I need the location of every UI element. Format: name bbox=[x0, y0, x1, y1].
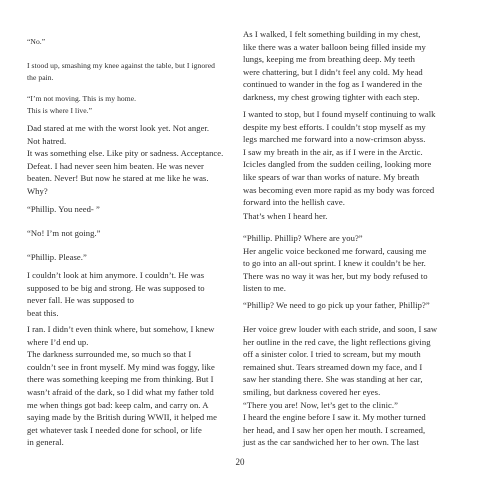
paragraph: I wanted to stop, but I found myself continuing to walk despite my best efforts. I couldn’t stop myself as my legs marched me forward into a now-crimson abyss. I saw my breath in the air, as if I were in the Arctic. Icicles dangled from the sudden ceiling, looking more like spears of war than works of nature. My breath was becoming even more rapid as my body was forced forward into the hellish cave. bbox=[243, 109, 436, 208]
paragraph: “I’m not moving. This is my home. This is where I live.” bbox=[27, 94, 137, 116]
paragraph: “Phillip. You need- ” bbox=[27, 204, 100, 214]
paragraph: Her voice grew louder with each stride, and soon, I saw her outline in the red cave, the light reflections giving off a sinister color. I tried to scream, but my mouth remained shut. Tears streamed down my face, and I saw her standing there. She was standing at her car, smiling, but darkness covered her eyes. “There you are! Now, let’s get to the clinic.” I heard the engine before I saw it. My mother turned her head, and I saw her open her mouth. I screamed, just as the car sandwiched her to her own. The last bbox=[243, 324, 438, 448]
paragraph: “Phillip. Please.” bbox=[27, 252, 87, 262]
paragraph: “Phillip? We need to go pick up your father, Phillip?” bbox=[243, 300, 430, 310]
paragraph: I ran. I didn’t even think where, but somehow, I knew where I’d end up. The darkness surrounded me, so much so that I couldn’t see in front myself. My mind was foggy, like there was something keeping me from thinking. But I wasn’t afraid of the dark, so I did what my father told me when things got bad: keep calm, and carry on. A saying made by the British during WWII, it helped me get whatever task I needed done for school, or life in general. bbox=[27, 324, 218, 448]
paragraph: “Phillip. Phillip? Where are you?” Her angelic voice beckoned me forward, causing me to go into an all-out sprint. I knew it couldn’t be her. There was no way it was her, but my body refused to listen to me. bbox=[243, 233, 428, 294]
paragraph: As I walked, I felt something building in my chest, like there was a water balloon being filled inside my lungs, keeping me from breathing deep. My teeth were chattering, but I didn’t feel any cold. My head continued to wander in the fog as I wandered in the darkness, my chest growing tighter with each step. bbox=[243, 29, 426, 102]
paragraph: Dad stared at me with the worst look yet. Not anger. Not hatred. It was something else. Like pity or sadness. Acceptance. Defeat. I had never seen him beaten. He was never beaten. Never! But now he stared at me like he was. Why? bbox=[27, 123, 224, 196]
paragraph: “No.” bbox=[27, 37, 46, 46]
page-number: 20 bbox=[235, 457, 245, 467]
paragraph: I couldn’t look at him anymore. I couldn’t. He was supposed to be big and strong. He was supposed to never fall. He was supposed to beat this. bbox=[27, 270, 205, 318]
paragraph: “No! I’m not going.” bbox=[27, 228, 101, 238]
paragraph: I stood up, smashing my knee against the table, but I ignored the pain. bbox=[27, 61, 216, 83]
paragraph: That’s when I heard her. bbox=[243, 211, 328, 221]
